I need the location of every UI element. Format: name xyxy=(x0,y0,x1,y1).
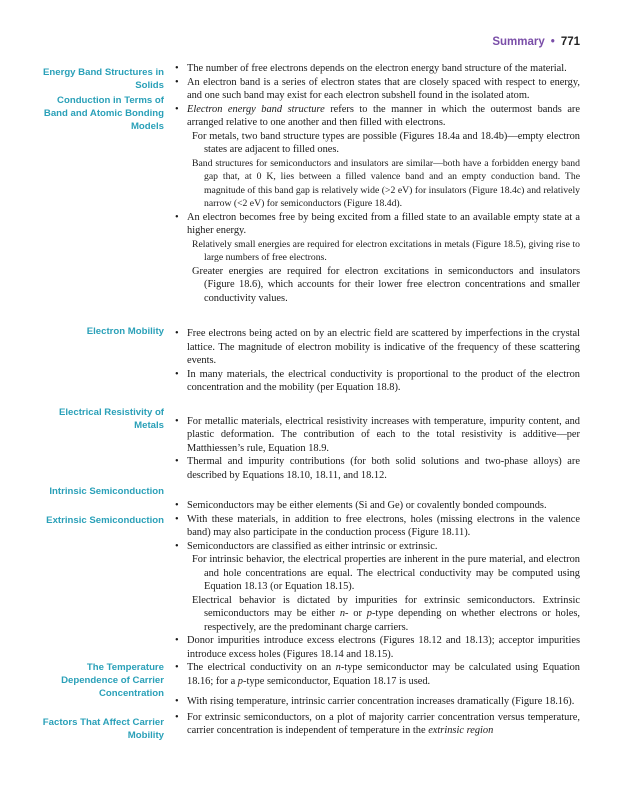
bullet-electron-band: • An electron band is a series of electron states that are closely spaced with respect to energy, and one such band may exist for each electron subshell found in the isolated atom. xyxy=(172,76,580,103)
margin-heading-conduction: Conduction in Terms of Band and Atomic Bonding Models xyxy=(43,95,164,132)
bullet-resistivity: • For metallic materials, electrical resistivity increases with temperature, impurity content, and plastic deformation. The contribution of each to the total resistivity is additive—per Matthiessen’s rule, Equation 18.9. xyxy=(172,415,580,456)
page-number: 771 xyxy=(560,36,580,48)
margin-heading-temperature: The Temperature Dependence of Carrier Concentration xyxy=(61,662,164,699)
margin-heading-extrinsic: Extrinsic Semiconduction xyxy=(46,515,164,526)
bullet-conductivity: • In many materials, the electrical conductivity is proportional to the product of the electron concentration and the mobility (per Equation 18.8). xyxy=(172,368,580,395)
bullet-temperature: • With rising temperature, intrinsic carrier concentration increases dramatically (Figure 18.16). xyxy=(172,695,580,709)
margin-heading-energy-band: Energy Band Structures in Solids xyxy=(42,67,164,91)
bullet-free-electrons: • The number of free electrons depends on the electron energy band structure of the material. xyxy=(172,62,580,76)
sub-extrinsic: Electrical behavior is dictated by impurities for extrinsic semiconductors. Extrinsic semiconductors may be either n- or p-type depending on whether electrons or holes, respectively, are the predominant charge carriers. xyxy=(192,594,581,633)
bullet-semiconductor-types: • Semiconductors may be either elements (Si and Ge) or covalently bonded compounds. xyxy=(172,499,580,513)
margin-heading-mobility-factors: Factors That Affect Carrier Mobility xyxy=(42,717,164,741)
sub-intrinsic: For intrinsic behavior, the electrical properties are inherent in the pure material, and electron and hole concentrations are equal. The electrical conductivity may be computed using Equation 18.13 (or Equation 18.15). xyxy=(192,554,580,592)
running-header-section: Summary xyxy=(492,36,545,48)
bullet-band-structure: • Electron energy band structure refers to the manner in which the outermost bands are arranged relative to one another and then filled with electrons. xyxy=(172,103,580,130)
sub-metals: For metals, two band structure types are possible (Figures 18.4a and 18.4b)—empty electron states are adjacent to filled ones. xyxy=(192,130,580,155)
sub-metal-excitation: Relatively small energies are required for electron excitations in metals (Figure 18.5), giving rise to large numbers of free electrons. xyxy=(192,238,580,263)
margin-heading-resistivity: Electrical Resistivity of Metals xyxy=(58,407,164,431)
bullet-extrinsic-region: • For extrinsic semiconductors, on a plot of majority carrier concentration versus temperature, carrier concentration is independent of temperature in the extrinsic region xyxy=(172,711,580,738)
term-band-structure: Electron energy band structure xyxy=(187,103,325,115)
sub-semiconductor-excitation: Greater energies are required for electron excitations in semiconductors and insulators (Figure 18.6), which accounts for their lower free electron concentrations and smaller conductivity values. xyxy=(192,265,580,304)
bullet-thermal-impurity: • Thermal and impurity contributions (for both solid solutions and two-phase alloys) are described by Equations 18.10, 18.11, and 18.12. xyxy=(172,455,580,482)
bullet-impurities: • Donor impurities introduce excess electrons (Figures 18.12 and 18.13); acceptor impurities introduce excess holes (Figures 18.14 and 18.15). xyxy=(172,634,580,661)
bullet-excitation: • An electron becomes free by being excited from a filled state to an available empty state at a higher energy. xyxy=(172,211,580,238)
sub-semiconductors-insulators: Band structures for semiconductors and insulators are similar—both have a forbidden energy band gap that, at 0 K, lies between a filled valence band and an empty conduction band. The magnitude of this band gap is relatively wide (>2 eV) for insulators (Figure 18.4c) and relatively narrow (<2 eV) for semiconductors (Figure 18.4d). xyxy=(192,157,580,209)
bullet-holes: • With these materials, in addition to free electrons, holes (missing electrons in the valence band) may also participate in the conduction process (Figure 18.11). xyxy=(172,513,580,540)
margin-heading-intrinsic: Intrinsic Semiconduction xyxy=(49,486,164,497)
bullet-conductivity-calc: • The electrical conductivity on an n-type semiconductor may be calculated using Equation 18.16; for a p-type semiconductor, Equation 18.17 is used. xyxy=(172,661,580,688)
running-header xyxy=(492,36,580,48)
summary-body xyxy=(172,62,580,738)
term-extrinsic-region: extrinsic region xyxy=(428,725,494,736)
margin-heading-electron-mobility: Electron Mobility xyxy=(86,326,164,337)
header-separator: • xyxy=(550,36,555,48)
bullet-classification: • Semiconductors are classified as either intrinsic or extrinsic. xyxy=(172,540,580,554)
bullet-scattering: • Free electrons being acted on by an electric field are scattered by imperfections in the crystal lattice. The magnitude of electron mobility is indicative of the frequency of these scattering events. xyxy=(172,327,580,368)
